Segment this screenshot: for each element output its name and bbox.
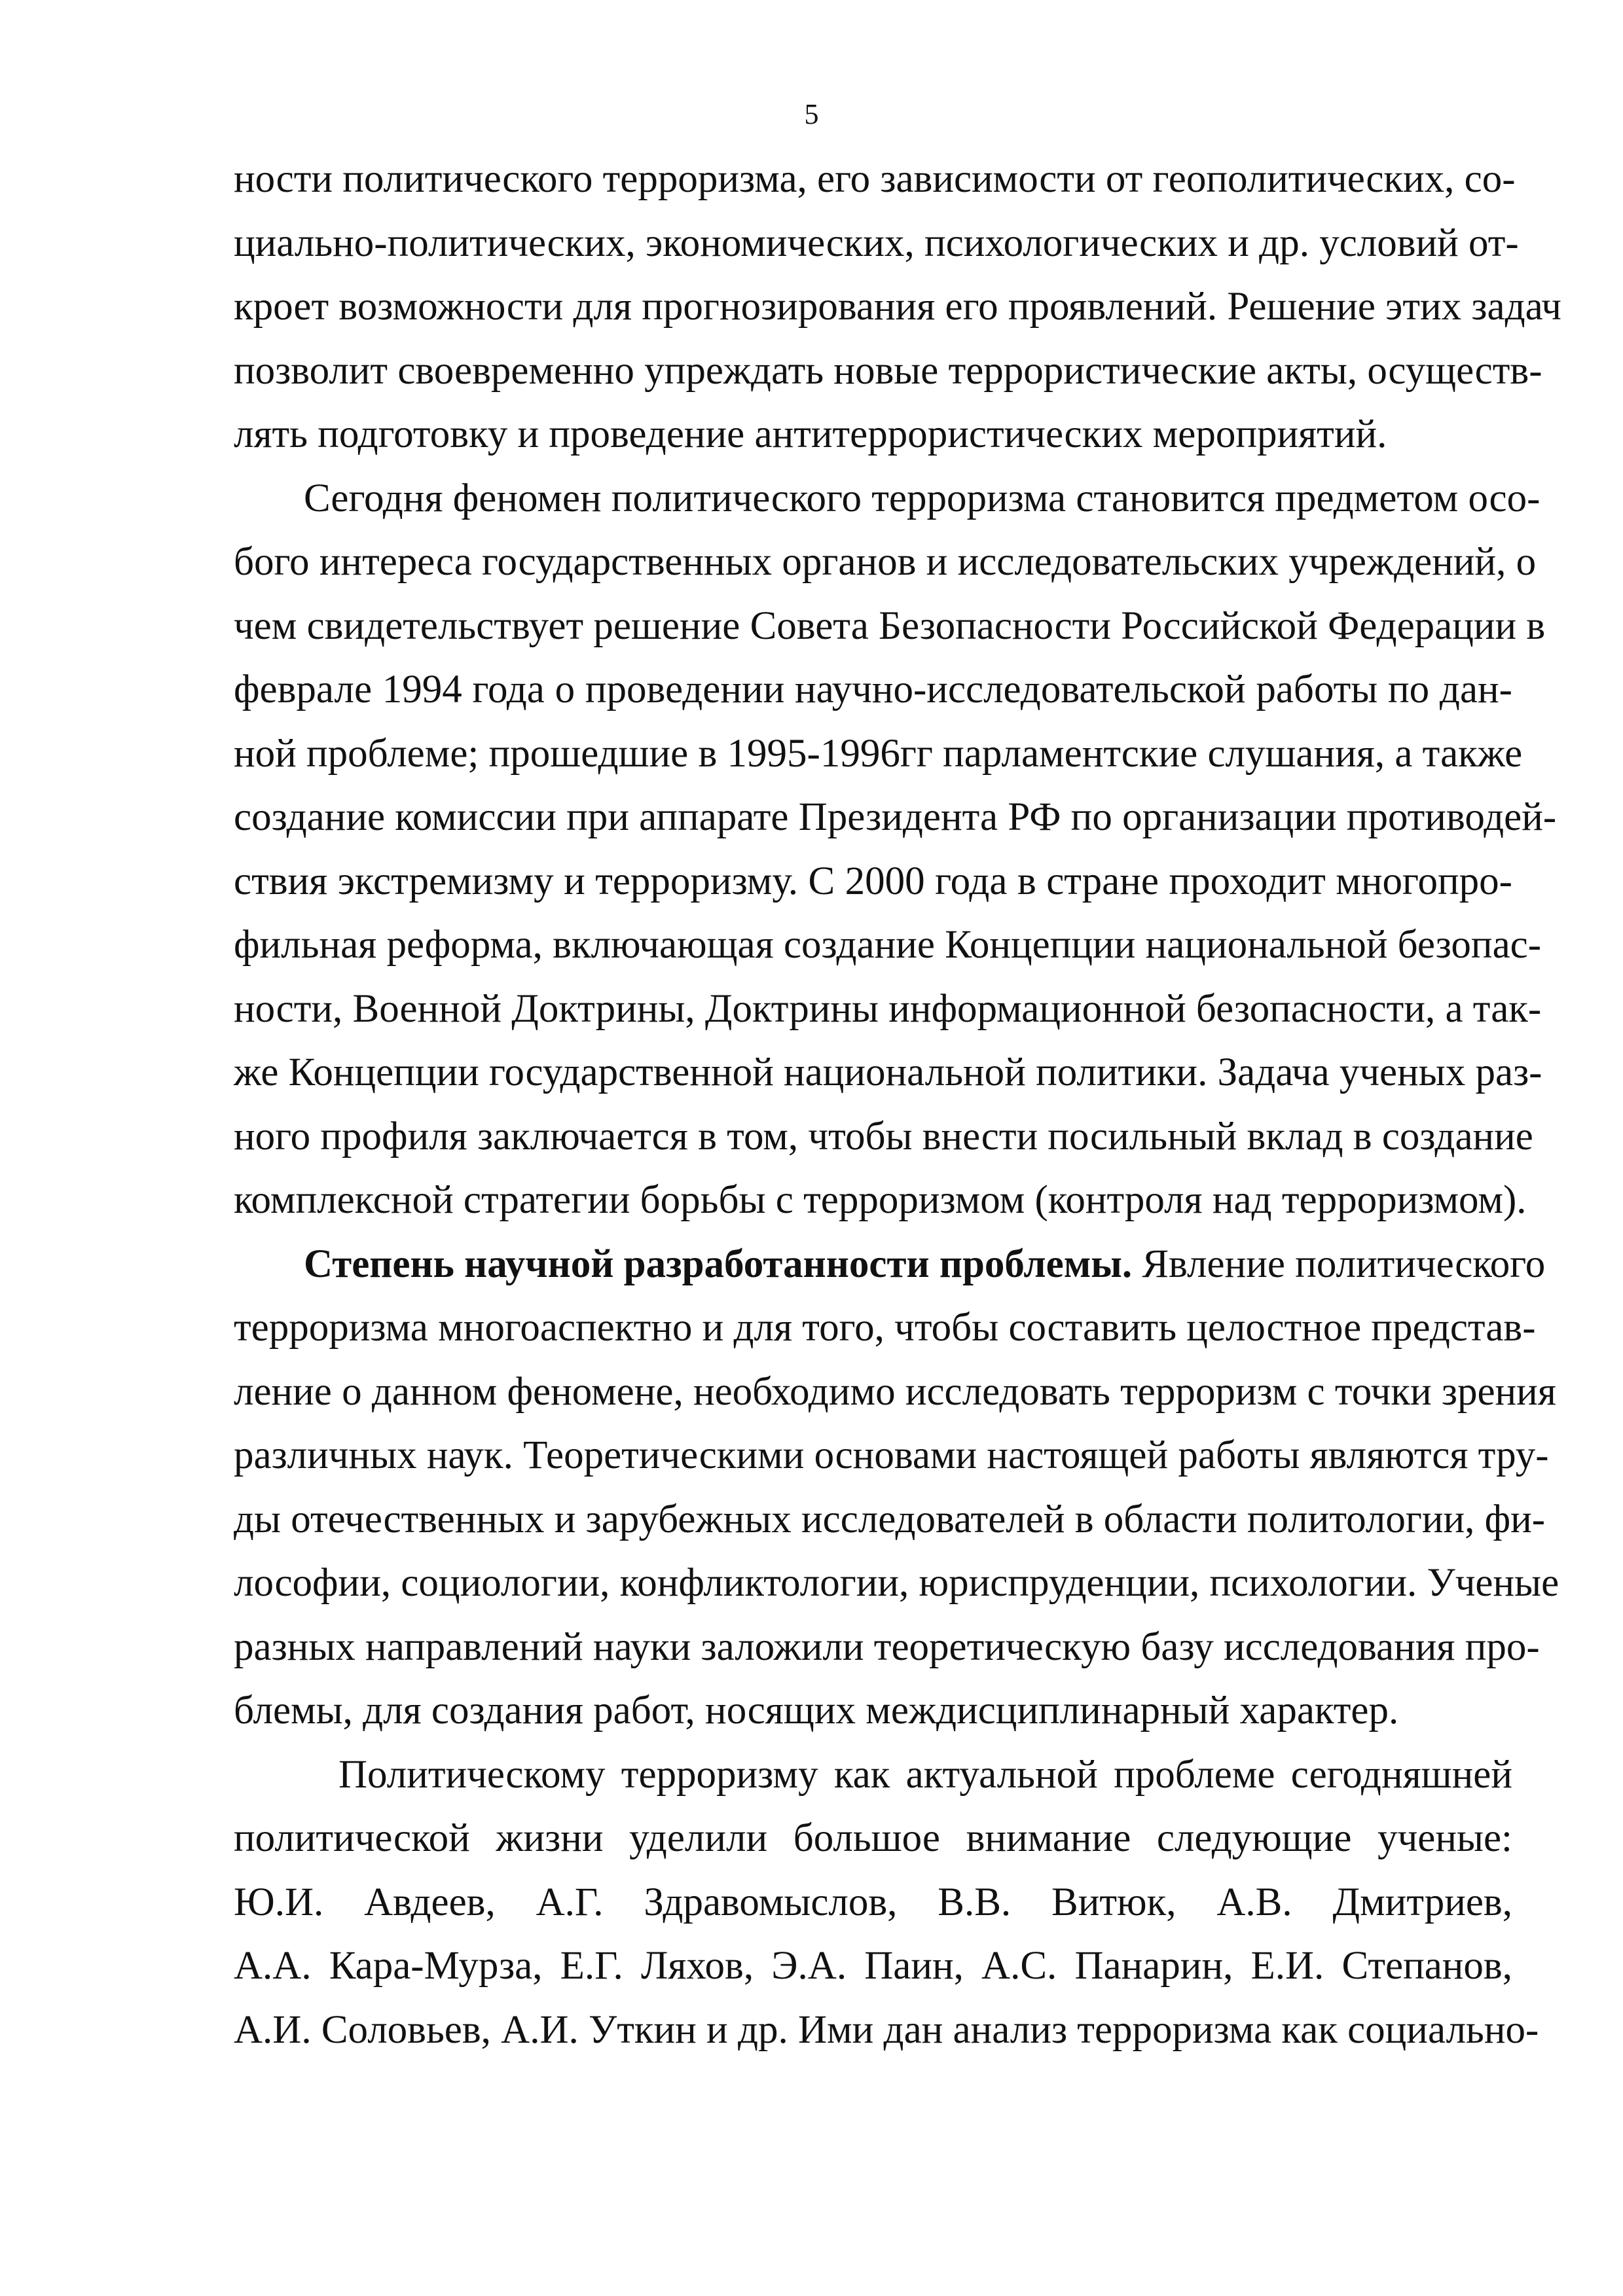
heading-line-rest: Явление политического xyxy=(1132,1242,1546,1286)
text-line: ление о данном феномене, необходимо исследовать терроризм с точки зрения xyxy=(234,1369,1556,1414)
text-line xyxy=(234,1232,1546,1297)
text-line: Сегодня феномен политического терроризма становится предметом осо- xyxy=(304,476,1541,520)
page-number: 5 xyxy=(804,98,819,130)
text-line: ного профиля заключается в том, чтобы внести посильный вклад в создание xyxy=(234,1114,1533,1158)
paragraph-2 xyxy=(234,467,1557,1232)
text-line: ной проблеме; прошедшие в 1995-1996гг парламентские слушания, а также xyxy=(234,731,1523,776)
text-line: создание комиссии при аппарате Президента РФ по организации противодей- xyxy=(234,795,1557,839)
paragraph-4 xyxy=(234,1743,1539,2062)
document-body xyxy=(234,147,1561,2062)
text-line: политической жизни уделили большое внимание следующие ученые: xyxy=(234,1816,1512,1860)
text-line: чем свидетельствует решение Совета Безопасности Российской Федерации в xyxy=(234,603,1546,648)
text-line: же Концепции государственной национальной политики. Задача ученых раз- xyxy=(234,1050,1542,1094)
paragraph-1 xyxy=(234,147,1561,467)
text-line: фильная реформа, включающая создание Концепции национальной безопас- xyxy=(234,923,1542,967)
text-line: циально-политических, экономических, психологических и др. условий от- xyxy=(234,221,1519,265)
text-line: различных наук. Теоретическими основами настоящей работы являются тру- xyxy=(234,1433,1549,1477)
text-line: феврале 1994 года о проведении научно-исследовательской работы по дан- xyxy=(234,668,1512,711)
text-line: позволит своевременно упреждать новые террористические акты, осуществ- xyxy=(234,348,1542,393)
text-line: ствия экстремизму и терроризму. С 2000 года в стране проходит многопро- xyxy=(234,859,1512,903)
text-line: комплексной стратегии борьбы с терроризмом (контроля над терроризмом). xyxy=(234,1178,1527,1222)
text-line: кроет возможности для прогнозирования его проявлений. Решение этих задач xyxy=(234,285,1561,329)
text-line: лять подготовку и проведение антитеррористических мероприятий. xyxy=(234,412,1387,456)
section-heading: Степень научной разработанности проблемы. xyxy=(304,1242,1133,1286)
text-line: бого интереса государственных органов и исследовательских учреждений, о xyxy=(234,540,1537,584)
text-line: ности политического терроризма, его зависимости от геополитических, со- xyxy=(234,157,1516,201)
text-line: А.И. Соловьев, А.И. Уткин и др. Ими дан анализ терроризма как социально- xyxy=(234,2007,1539,2052)
text-line: лософии, социологии, конфликтологии, юриспруденции, психологии. Ученые xyxy=(234,1561,1559,1605)
text-line: Политическому терроризму как актуальной проблеме сегодняшней xyxy=(338,1752,1512,1797)
text-line: Ю.И. Авдеев, А.Г. Здравомыслов, В.В. Витюк, А.В. Дмитриев, xyxy=(234,1880,1512,1924)
paragraph-3 xyxy=(234,1232,1559,1743)
text-line: разных направлений науки заложили теоретическую базу исследования про- xyxy=(234,1624,1540,1669)
text-line: ды отечественных и зарубежных исследователей в области политологии, фи- xyxy=(234,1497,1546,1541)
text-line: терроризма многоаспектно и для того, чтобы составить целостное представ- xyxy=(234,1306,1536,1350)
text-line: ности, Военной Доктрины, Доктрины информационной безопасности, а так- xyxy=(234,986,1542,1031)
text-line: блемы, для создания работ, носящих междисциплинарный характер. xyxy=(234,1689,1399,1732)
text-line: А.А. Кара-Мурза, Е.Г. Ляхов, Э.А. Паин, А.С. Панарин, Е.И. Степанов, xyxy=(234,1944,1512,1988)
